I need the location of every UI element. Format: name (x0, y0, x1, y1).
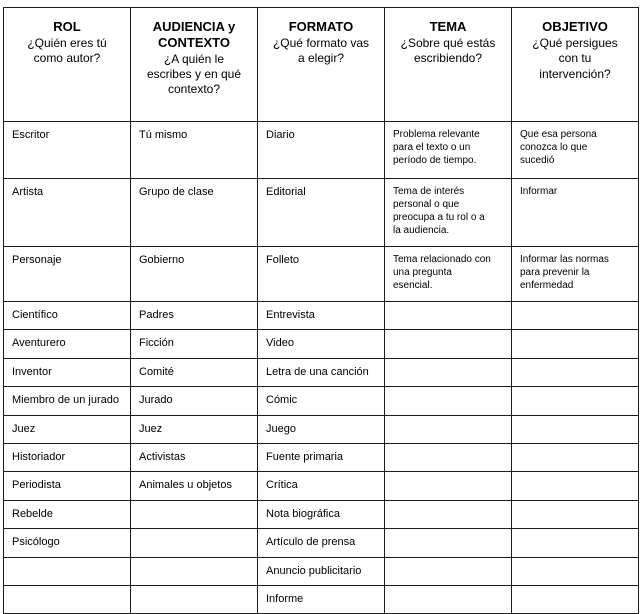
table-row (4, 358, 639, 386)
table-row (4, 557, 639, 585)
cell-tema (385, 330, 512, 358)
table-row (4, 585, 639, 613)
column-subtitle-audiencia-contexto: ¿A quién le escribes y en qué contexto? (146, 51, 242, 97)
header-cell-rol (4, 8, 131, 122)
cell-audiencia-contexto: Juez (131, 415, 258, 443)
cell-objetivo (512, 302, 639, 330)
table-row (4, 387, 639, 415)
cell-objetivo (512, 557, 639, 585)
table-header (4, 8, 639, 122)
table-row (4, 179, 639, 247)
cell-objetivo (512, 415, 639, 443)
cell-formato: Video (258, 330, 385, 358)
cell-formato: Juego (258, 415, 385, 443)
cell-rol: Escritor (4, 122, 131, 179)
column-subtitle-objetivo: ¿Qué persigues con tu intervención? (532, 35, 618, 81)
cell-formato: Crítica (258, 472, 385, 500)
table-row (4, 529, 639, 557)
cell-formato: Anuncio publicitario (258, 557, 385, 585)
cell-audiencia-contexto: Jurado (131, 387, 258, 415)
column-title-rol: ROL (53, 19, 81, 34)
cell-formato: Nota biográfica (258, 500, 385, 528)
header-cell-formato (258, 8, 385, 122)
cell-formato: Informe (258, 585, 385, 613)
cell-tema (385, 500, 512, 528)
cell-audiencia-contexto (131, 557, 258, 585)
cell-tema (385, 415, 512, 443)
cell-audiencia-contexto: Activistas (131, 443, 258, 471)
column-subtitle-tema: ¿Sobre qué estás escribiendo? (400, 35, 496, 66)
cell-rol: Aventurero (4, 330, 131, 358)
table-row (4, 443, 639, 471)
table-row (4, 302, 639, 330)
cell-tema: Tema de interés personal o que preocupa a tu rol o a la audiencia. (385, 179, 512, 247)
cell-formato: Editorial (258, 179, 385, 247)
cell-objetivo (512, 387, 639, 415)
table-body (4, 122, 639, 614)
cell-objetivo (512, 500, 639, 528)
header-cell-tema (385, 8, 512, 122)
column-subtitle-formato: ¿Qué formato vas a elegir? (272, 35, 370, 66)
cell-objetivo (512, 472, 639, 500)
cell-tema (385, 585, 512, 613)
cell-tema (385, 302, 512, 330)
column-title-objetivo: OBJETIVO (542, 19, 608, 34)
cell-objetivo (512, 358, 639, 386)
raft-choices-table (3, 7, 639, 614)
cell-rol (4, 585, 131, 613)
cell-formato: Artículo de prensa (258, 529, 385, 557)
table-row (4, 247, 639, 302)
column-title-tema: TEMA (429, 19, 467, 34)
header-cell-audiencia-contexto (131, 8, 258, 122)
cell-tema: Problema relevante para el texto o un período de tiempo. (385, 122, 512, 179)
cell-rol: Juez (4, 415, 131, 443)
cell-audiencia-contexto (131, 585, 258, 613)
table-row (4, 500, 639, 528)
table-row (4, 415, 639, 443)
table-row (4, 122, 639, 179)
cell-rol: Miembro de un jurado (4, 387, 131, 415)
cell-formato: Letra de una canción (258, 358, 385, 386)
cell-audiencia-contexto: Ficción (131, 330, 258, 358)
cell-tema (385, 557, 512, 585)
cell-audiencia-contexto (131, 529, 258, 557)
cell-formato: Diario (258, 122, 385, 179)
cell-rol: Personaje (4, 247, 131, 302)
cell-tema (385, 529, 512, 557)
cell-tema: Tema relacionado con una pregunta esencial. (385, 247, 512, 302)
cell-audiencia-contexto: Gobierno (131, 247, 258, 302)
cell-rol (4, 557, 131, 585)
cell-audiencia-contexto: Padres (131, 302, 258, 330)
cell-rol: Historiador (4, 443, 131, 471)
cell-audiencia-contexto: Comité (131, 358, 258, 386)
column-subtitle-rol: ¿Quién eres tú como autor? (27, 35, 107, 66)
cell-rol: Psicólogo (4, 529, 131, 557)
cell-audiencia-contexto (131, 500, 258, 528)
cell-rol: Inventor (4, 358, 131, 386)
cell-formato: Cómic (258, 387, 385, 415)
header-row (4, 8, 639, 122)
header-cell-objetivo (512, 8, 639, 122)
cell-objetivo: Informar las normas para prevenir la enfermedad (512, 247, 639, 302)
column-title-audiencia-contexto: AUDIENCIA y CONTEXTO (152, 19, 236, 50)
cell-formato: Fuente primaria (258, 443, 385, 471)
cell-rol: Científico (4, 302, 131, 330)
cell-audiencia-contexto: Tú mismo (131, 122, 258, 179)
cell-tema (385, 387, 512, 415)
cell-objetivo (512, 443, 639, 471)
cell-formato: Folleto (258, 247, 385, 302)
cell-formato: Entrevista (258, 302, 385, 330)
cell-tema (385, 472, 512, 500)
cell-rol: Rebelde (4, 500, 131, 528)
cell-objetivo (512, 330, 639, 358)
column-title-formato: FORMATO (288, 19, 354, 34)
cell-audiencia-contexto: Animales u objetos (131, 472, 258, 500)
cell-tema (385, 358, 512, 386)
cell-tema (385, 443, 512, 471)
cell-objetivo: Informar (512, 179, 639, 247)
cell-objetivo (512, 529, 639, 557)
cell-rol: Periodista (4, 472, 131, 500)
table-row (4, 330, 639, 358)
cell-objetivo (512, 585, 639, 613)
cell-objetivo: Que esa persona conozca lo que sucedió (512, 122, 639, 179)
cell-rol: Artista (4, 179, 131, 247)
cell-audiencia-contexto: Grupo de clase (131, 179, 258, 247)
table-row (4, 472, 639, 500)
